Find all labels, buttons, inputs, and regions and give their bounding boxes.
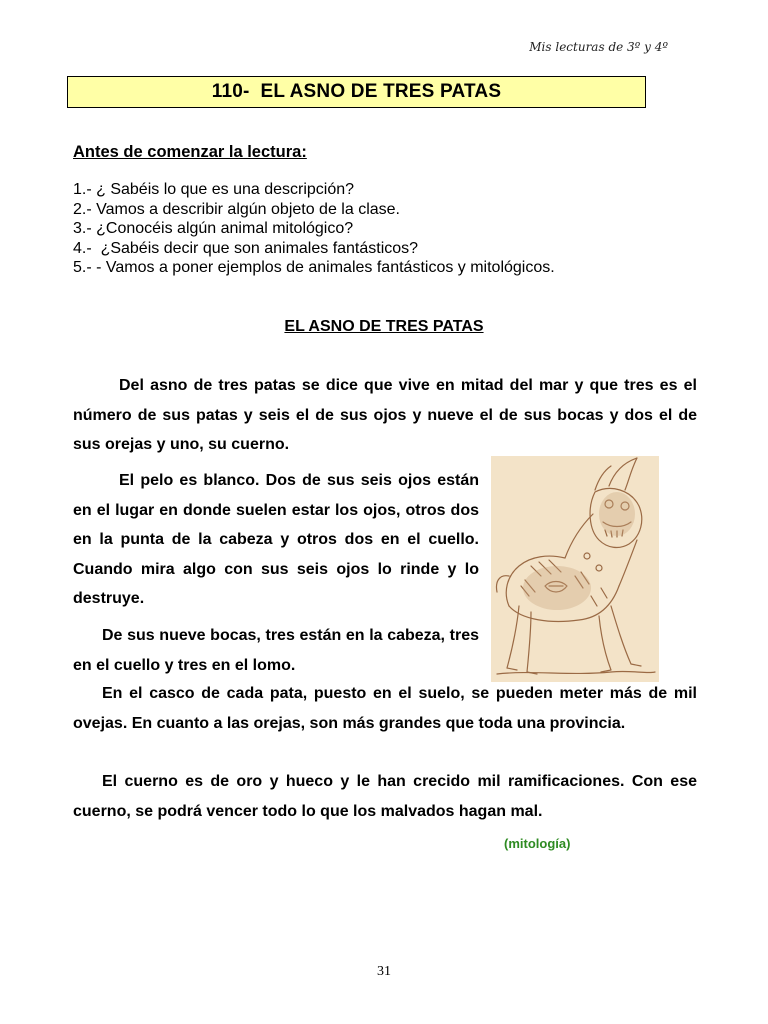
question-item: 5.- - Vamos a poner ejemplos de animales fantásticos y mitológicos. <box>73 259 555 276</box>
three-legged-ass-illustration <box>491 456 659 682</box>
pre-reading-heading: Antes de comenzar la lectura: <box>73 143 307 161</box>
page-title: 110- EL ASNO DE TRES PATAS <box>211 81 502 102</box>
source-label: (mitología) <box>504 836 571 851</box>
page-number: 31 <box>377 964 391 979</box>
story-paragraph: De sus nueve bocas, tres están en la cabeza, tres en el cuello y tres en el lomo. <box>73 627 479 674</box>
story-paragraph: El cuerno es de oro y hueco y le han crecido mil ramificaciones. Con ese cuerno, se podrá vencer todo lo que los malvados hagan mal. <box>73 773 697 820</box>
story-paragraph: El pelo es blanco. Dos de sus seis ojos están en el lugar en donde suelen estar los ojos, otros dos en la punta de la cabeza y otros dos en el cuello. Cuando mira algo con sus seis ojos lo rinde y lo destruye. <box>73 472 479 607</box>
title-box <box>67 76 646 108</box>
question-item: 2.- Vamos a describir algún objeto de la clase. <box>73 200 400 218</box>
story-title: EL ASNO DE TRES PATAS <box>284 318 484 335</box>
header-note: Mis lecturas de 3º y 4º <box>529 40 668 54</box>
question-item: 3.- ¿Conocéis algún animal mitológico? <box>73 220 354 237</box>
question-item: 1.- ¿ Sabéis lo que es una descripción? <box>73 181 355 198</box>
question-list <box>73 180 555 278</box>
sketch-drawing <box>491 456 659 682</box>
question-item: 4.- ¿Sabéis decir que son animales fantásticos? <box>73 239 419 257</box>
story-paragraph: En el casco de cada pata, puesto en el suelo, se pueden meter más de mil ovejas. En cuanto a las orejas, son más grandes que toda una provincia. <box>73 685 697 732</box>
story-paragraph: Del asno de tres patas se dice que vive en mitad del mar y que tres es el número de sus patas y seis el de sus ojos y nueve el de sus bocas y dos el de sus orejas y uno, su cuerno. <box>73 377 697 453</box>
